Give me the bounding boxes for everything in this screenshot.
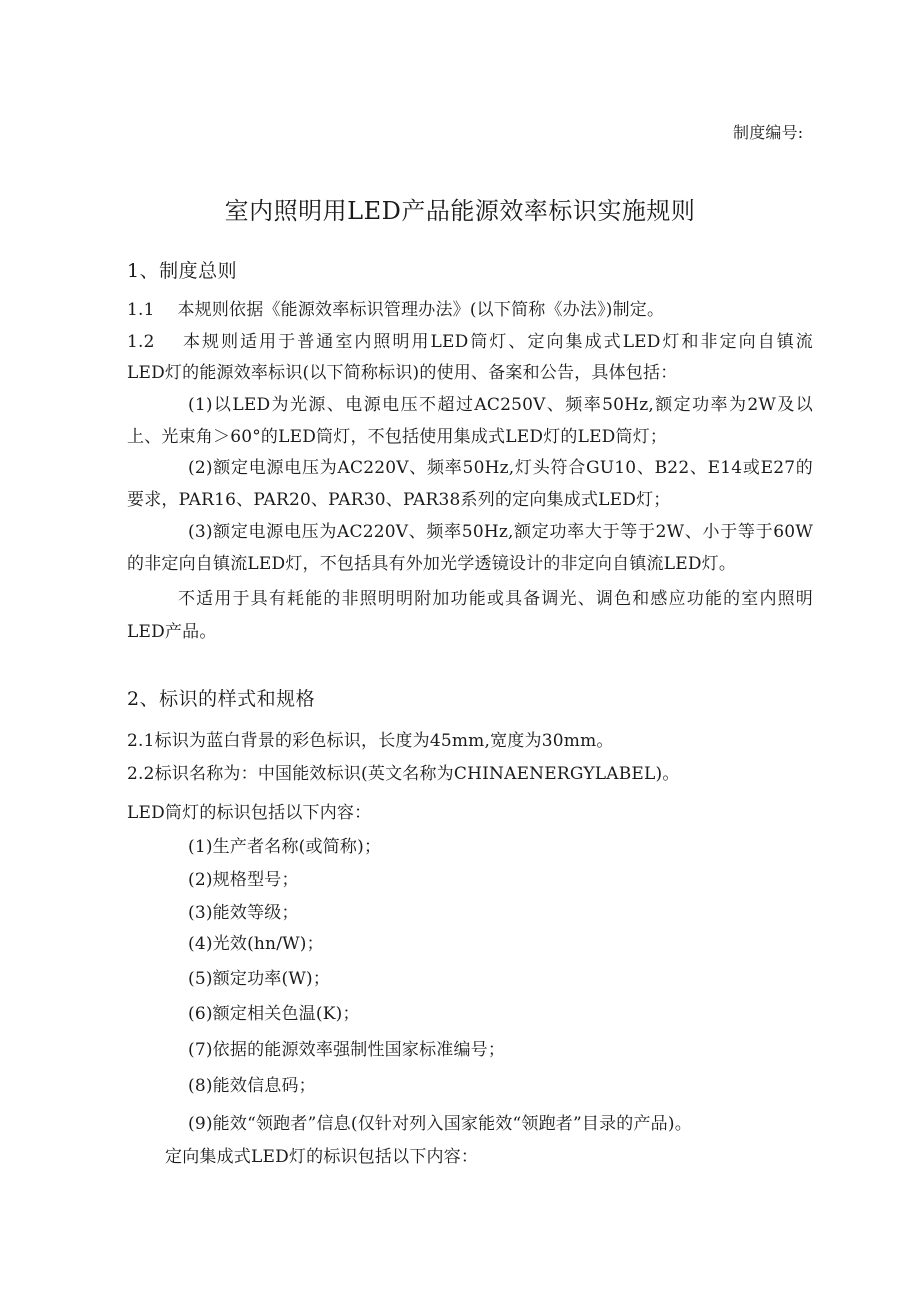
item-1-line-1: (1)以LED为光源、电源电压不超过AC250V、频率50Hz,额定功率为2W及以: [188, 395, 813, 415]
item-3-line-1: (3)额定电源电压为AC220V、频率50Hz,额定功率大于等于2W、小于等于60W: [188, 522, 813, 542]
list-item: (1)生产者名称(或简称)；: [188, 837, 382, 857]
clause-2-2: 2.2标识名称为：中国能效标识(英文名称为CHINAENERGYLABEL)。: [127, 764, 680, 784]
item-2-line-1: (2)额定电源电压为AC220V、频率50Hz,灯头符合GU10、B22、E14或E27的: [188, 458, 813, 478]
list-item: (5)额定功率(W)；: [188, 969, 331, 989]
clause-1-2-line-2: LED灯的能源效率标识(以下简称标识)的使用、备案和公告，具体包括：: [127, 363, 678, 383]
clause-1-2-line-1: 1.2 本规则适用于普通室内照明用LED筒灯、定向集成式LED灯和非定向自镇流: [127, 332, 813, 352]
clause-1-1: 1.1 本规则依据《能源效率标识管理办法》(以下简称《办法》)制定。: [127, 300, 665, 320]
item-3-line-2: 的非定向自镇流LED灯，不包括具有外加光学透镜设计的非定向自镇流LED灯。: [127, 554, 737, 574]
directional-led-label-intro: 定向集成式LED灯的标识包括以下内容：: [165, 1147, 479, 1167]
item-2-line-2: 要求，PAR16、PAR20、PAR30、PAR38系列的定向集成式LED灯；: [127, 490, 671, 510]
clause-2-1: 2.1标识为蓝白背景的彩色标识，长度为45mm,宽度为30mm。: [127, 731, 614, 751]
section-2-heading: 2、标识的样式和规格: [127, 688, 316, 710]
list-item: (2)规格型号；: [188, 870, 299, 890]
list-item: (7)依据的能源效率强制性国家标准编号；: [188, 1040, 506, 1060]
section-1-heading: 1、制度总则: [127, 260, 238, 282]
list-item: (9)能效“领跑者”信息(仅针对列入国家能效“领跑者”目录的产品)。: [188, 1114, 692, 1134]
exclusion-line-2: LED产品。: [127, 622, 217, 642]
list-item: (8)能效信息码；: [188, 1076, 316, 1096]
exclusion-line-1: 不适用于具有耗能的非照明明附加功能或具备调光、调色和感应功能的室内照明: [178, 589, 813, 609]
document-title: 室内照明用LED产品能源效率标识实施规则: [224, 197, 696, 225]
doc-number-label: 制度编号:: [733, 123, 804, 142]
item-1-line-2: 上、光束角＞60°的LED筒灯，不包括使用集成式LED灯的LED筒灯；: [127, 427, 668, 447]
led-downlight-label-intro: LED筒灯的标识包括以下内容：: [127, 803, 372, 823]
list-item: (6)额定相关色温(K)；: [188, 1004, 360, 1024]
list-item: (4)光效(hn/W)；: [188, 934, 324, 954]
list-item: (3)能效等级；: [188, 903, 299, 923]
